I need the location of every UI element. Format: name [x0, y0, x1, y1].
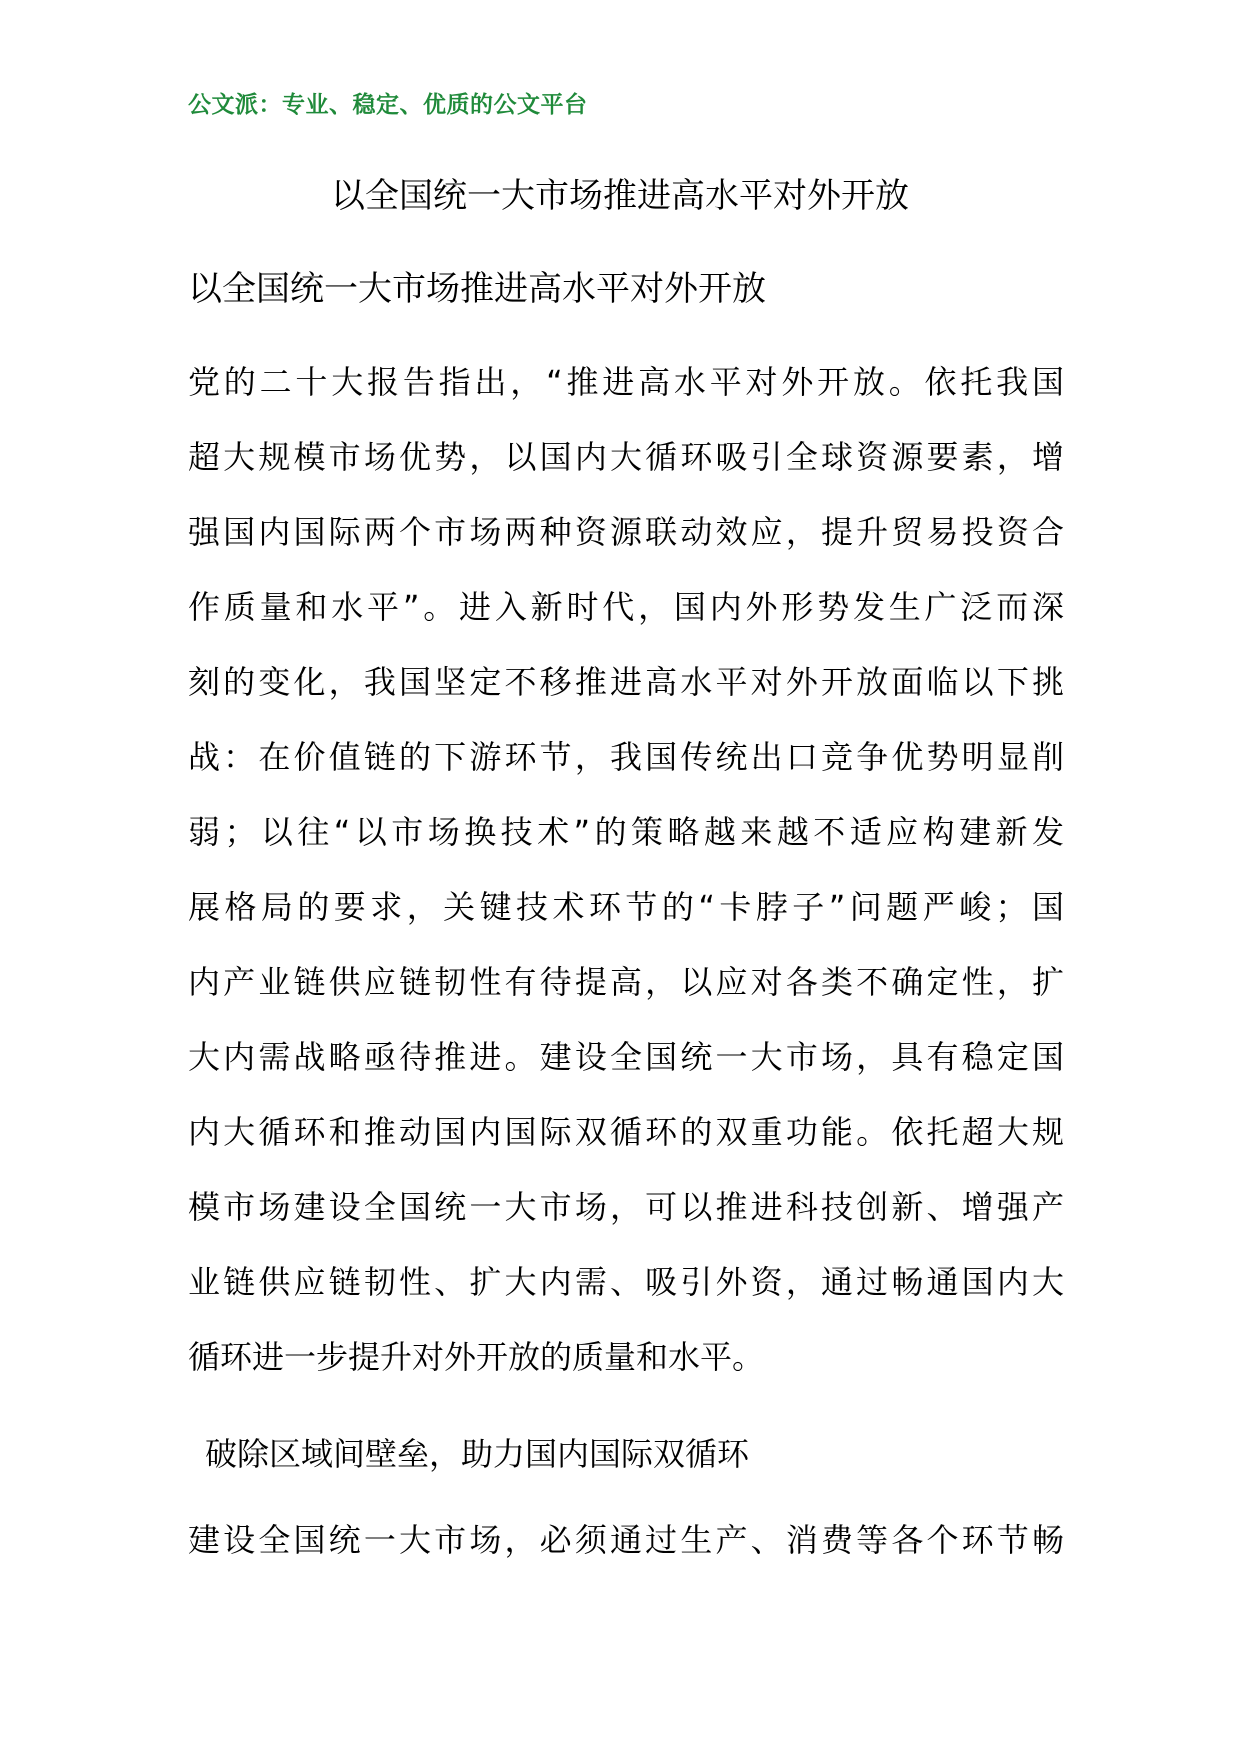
paragraph-line: 强国内国际两个市场两种资源联动效应，提升贸易投资合 — [188, 513, 1064, 551]
paragraph-line: 建设全国统一大市场，必须通过生产、消费等各个环节畅 — [188, 1521, 1064, 1559]
section-heading: 破除区域间壁垒，助力国内国际双循环 — [205, 1435, 750, 1473]
paragraph-line: 战：在价值链的下游环节，我国传统出口竞争优势明显削 — [188, 738, 1064, 776]
paragraph-line: 弱；以往“以市场换技术”的策略越来越不适应构建新发 — [188, 813, 1064, 851]
paragraph-1 — [188, 345, 1064, 1395]
paragraph-line: 大内需战略亟待推进。建设全国统一大市场，具有稳定国 — [188, 1038, 1064, 1076]
document-title: 以全国统一大市场推进高水平对外开放 — [331, 176, 909, 216]
paragraph-line: 展格局的要求，关键技术环节的“卡脖子”问题严峻；国 — [188, 888, 1064, 926]
paragraph-line: 党的二十大报告指出，“推进高水平对外开放。依托我国 — [188, 363, 1064, 401]
paragraph-line: 超大规模市场优势，以国内大循环吸引全球资源要素，增 — [188, 438, 1064, 476]
paragraph-line: 内产业链供应链韧性有待提高，以应对各类不确定性，扩 — [188, 963, 1064, 1001]
paragraph-line: 模市场建设全国统一大市场，可以推进科技创新、增强产 — [188, 1188, 1064, 1226]
paragraph-2 — [188, 1503, 1064, 1578]
document-subtitle: 以全国统一大市场推进高水平对外开放 — [188, 269, 766, 309]
paragraph-line: 作质量和水平”。进入新时代，国内外形势发生广泛而深 — [188, 588, 1064, 626]
header-brand-text: 公文派：专业、稳定、优质的公文平台 — [188, 92, 588, 118]
paragraph-line: 刻的变化，我国坚定不移推进高水平对外开放面临以下挑 — [188, 663, 1064, 701]
paragraph-line: 业链供应链韧性、扩大内需、吸引外资，通过畅通国内大 — [188, 1263, 1064, 1301]
paragraph-line: 内大循环和推动国内国际双循环的双重功能。依托超大规 — [188, 1113, 1064, 1151]
paragraph-line: 循环进一步提升对外开放的质量和水平。 — [188, 1338, 765, 1376]
